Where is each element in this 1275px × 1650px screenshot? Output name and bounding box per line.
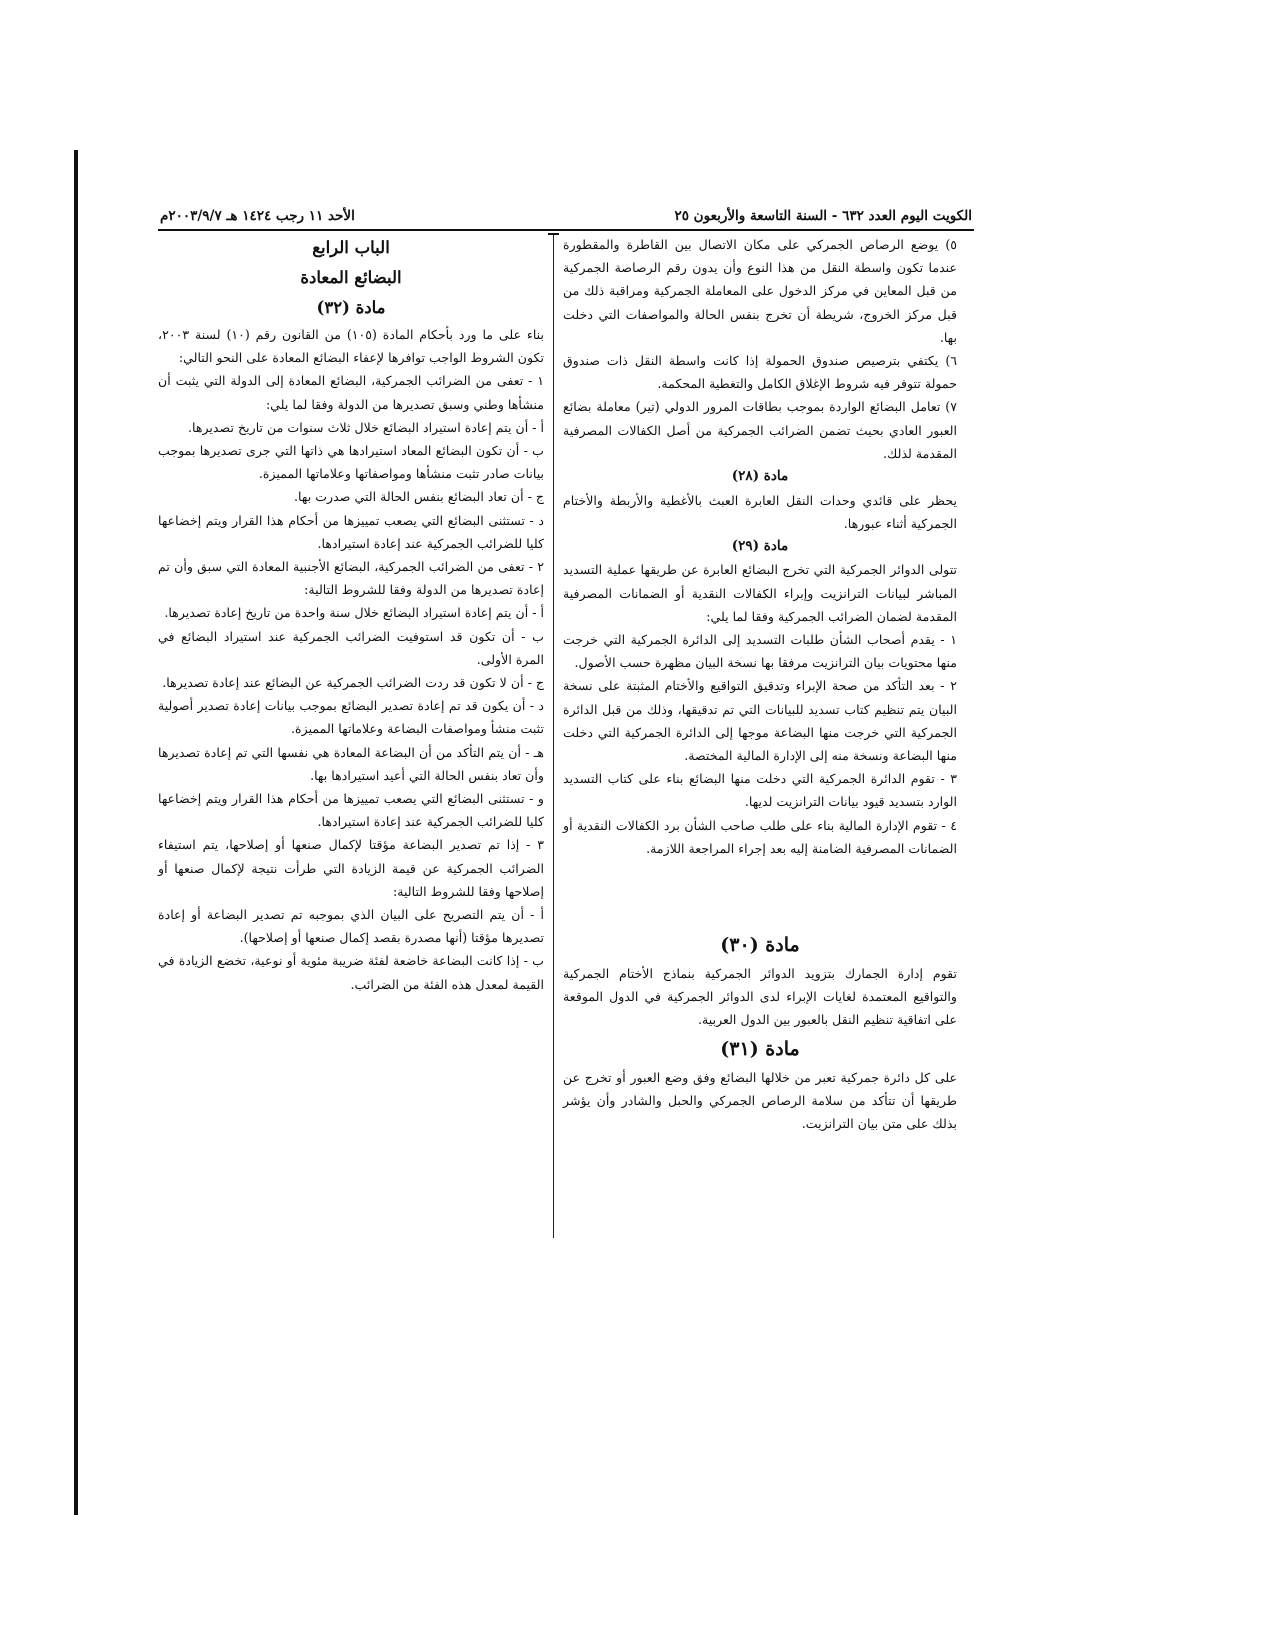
article-28-heading: مادة (٢٨)	[731, 468, 789, 485]
article-32-intro: بناء على ما ورد بأحكام المادة (١٠٥) من القانون رقم (١٠) لسنة ٢٠٠٣، تكون الشروط الواجب توافرها لإعفاء البضائع المعادة على النحو التالي:	[158, 327, 544, 366]
section-subitem: ب - أن تكون البضائع المعاد استيرادها هي ذاتها التي جرى تصديرها بموجب بيانات صادر تثبت منشأها ومواصفاتها وعلاماتها المميزة.	[158, 443, 544, 482]
article-29-item: ٣ - تقوم الدائرة الجمركية التي دخلت منها البضائع بناء على كتاب التسديد الوارد بتسديد قيود بيانات الترانزيت لديها.	[563, 771, 957, 810]
section-item: ٢ - تعفى من الضرائب الجمركية، البضائع الأجنبية المعادة التي سبق وأن تم إعادة تصديرها من الدولة وفقا للشروط التالية:	[158, 559, 544, 598]
section-subitem: د - أن يكون قد تم إعادة تصدير البضائع بموجب بيانات إعادة تصدير أصولية تثبت منشأ ومواصفات البضاعة وعلاماتها المميزة.	[158, 698, 544, 737]
article-28-text: يحظر على قائدي وحدات النقل العابرة العبث بالأغطية والأربطة والأختام الجمركية أثناء عبورها.	[563, 492, 957, 531]
header-issue-info: الكويت اليوم العدد ٦٣٢ - السنة التاسعة والأربعون ٢٥	[674, 208, 972, 224]
article-29-item: ٢ - بعد التأكد من صحة الإبراء وتدقيق التواقيع والأختام المثبتة على نسخة البيان يتم تنظيم كتاب تسديد للبيانات التي تم تدقيقها، وذلك من قبل الدائرة الجمركية التي خرجت منها البضاعة موجها إلى الدائرة الجمركية التي دخلت منها البضاعة ونسخة منه إلى الإدارة المالية المختصة.	[563, 678, 957, 764]
left-column	[158, 233, 544, 996]
column-divider	[553, 233, 554, 1238]
section-subitem: ج - أن تعاد البضائع بنفس الحالة التي صدرت بها.	[294, 489, 544, 505]
part-subtitle: البضائع المعادة	[300, 268, 402, 287]
section-item: ٣ - إذا تم تصدير البضاعة مؤقتا لإكمال صنعها أو إصلاحها، يتم استيفاء الضرائب الجمركية عن قيمة الزيادة التي طرأت نتيجة لإكمال صنعها أو إصلاحها وفقا للشروط التالية:	[158, 837, 544, 899]
article-29-intro: تتولى الدوائر الجمركية التي تخرج البضائع العابرة عن طريقها عملية التسديد المباشر لبيانات الترانزيت وإبراء الكفالات النقدية أو الضمانات المصرفية المقدمة لضمان الضرائب الجمركية وفقا لما يلي:	[563, 562, 957, 624]
paragraph: ٧) تعامل البضائع الواردة بموجب بطاقات المرور الدولي (تير) معاملة بضائع العبور العادي بحيث تضمن الضرائب الجمركية من أصل الكفالات المصرفية المقدمة لذلك.	[563, 399, 957, 461]
section-subitem: د - تستثنى البضائع التي يصعب تمييزها من أحكام هذا القرار ويتم إخضاعها كليا للضرائب الجمركية عند إعادة استيرادها.	[158, 512, 544, 551]
page-header	[160, 208, 972, 230]
section-subitem: أ - أن يتم إعادة استيراد البضائع خلال ثلاث سنوات من تاريخ تصديرها.	[188, 419, 544, 435]
section-subitem: أ - أن يتم التصريح على البيان الذي بموجبه تم تصدير البضاعة أو إعادة تصديرها مؤقتا (أنها مصدرة بقصد إكمال صنعها أو إصلاحها).	[158, 907, 544, 946]
article-30-text: تقوم إدارة الجمارك بتزويد الدوائر الجمركية بنماذج الأختام الجمركية والتواقيع المعتمدة لغايات الإبراء لدى الدوائر الجمركية في الدول الموقعة على اتفاقية تنظيم النقل بالعبور بين الدول العربية.	[563, 966, 957, 1028]
article-30-heading: مادة (٣٠)	[720, 934, 800, 957]
part-title: الباب الرابع	[312, 238, 390, 257]
article-29-item: ١ - يقدم أصحاب الشأن طلبات التسديد إلى الدائرة الجمركية التي خرجت منها محتويات بيان الترانزيت مرفقا بها نسخة البيان مظهرة حسب الأصول.	[563, 632, 957, 671]
section-item: ١ - تعفى من الضرائب الجمركية، البضائع المعادة إلى الدولة التي يثبت أن منشأها وطني وسبق تصديرها من الدولة وفقا لما يلي:	[158, 373, 544, 412]
article-32-heading: مادة (٣٢)	[316, 298, 386, 317]
article-29-item: ٤ - تقوم الإدارة المالية بناء على طلب صاحب الشأن برد الكفالات النقدية أو الضمانات المصرفية الضامنة إليه بعد إجراء المراجعة اللازمة.	[563, 817, 957, 856]
section-subitem: ب - إذا كانت البضاعة خاضعة لفئة ضريبة مئوية أو نوعية، تخضع الزيادة في القيمة لمعدل هذه الفئة من الضرائب.	[158, 953, 544, 992]
paragraph: ٥) يوضع الرصاص الجمركي على مكان الاتصال بين القاطرة والمقطورة عندما تكون واسطة النقل من هذا النوع وأن يدون رقم الرصاصة الجمركية من قبل المعاين في مركز الدخول على المعاملة الجمركية ومراقبة ذلك من قبل مركز الخروج، شريطة أن تخرج بنفس الحالة والمواصفات التي دخلت بها.	[563, 237, 957, 345]
header-date: الأحد ١١ رجب ١٤٢٤ هـ ٢٠٠٣/٩/٧م	[160, 208, 355, 224]
header-rule	[158, 229, 974, 231]
paragraph: ٦) يكتفي بترصيص صندوق الحمولة إذا كانت واسطة النقل ذات صندوق حمولة تتوفر فيه شروط الإغلاق الكامل والتغطية المحكمة.	[563, 353, 957, 392]
section-subitem: ج - أن لا تكون قد ردت الضرائب الجمركية عن البضائع عند إعادة تصديرها.	[162, 675, 544, 691]
page-margin-rule	[74, 150, 78, 1515]
section-subitem: أ - أن يتم إعادة استيراد البضائع خلال سنة واحدة من تاريخ إعادة تصديرها.	[164, 605, 544, 621]
column-divider-mark	[548, 233, 559, 235]
section-subitem: و - تستثنى البضائع التي يصعب تمييزها من أحكام هذا القرار ويتم إخضاعها كليا للضرائب الجمركية عند إعادة استيرادها.	[158, 791, 544, 830]
article-31-heading: مادة (٣١)	[720, 1037, 800, 1060]
article-29-heading: مادة (٢٩)	[731, 537, 789, 554]
spacer	[563, 860, 957, 928]
section-subitem: هـ - أن يتم التأكد من أن البضاعة المعادة هي نفسها التي تم إعادة تصديرها وأن تعاد بنفس الحالة التي أعيد استيرادها بها.	[158, 744, 544, 783]
right-column	[563, 233, 957, 1135]
section-subitem: ب - أن تكون قد استوفيت الضرائب الجمركية عند استيراد البضائع في المرة الأولى.	[158, 628, 544, 667]
article-31-text: على كل دائرة جمركية تعبر من خلالها البضائع وفق وضع العبور أو تخرج عن طريقها أن تتأكد من سلامة الرصاص الجمركي والحبل والشادر وأن يؤشر بذلك على متن بيان الترانزيت.	[563, 1069, 957, 1132]
